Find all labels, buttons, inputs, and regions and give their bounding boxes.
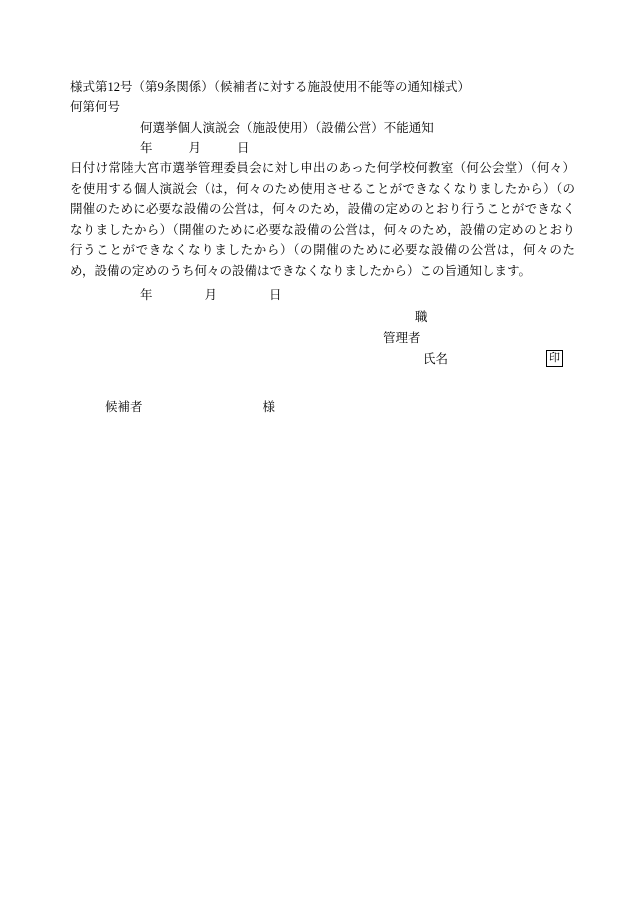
reference-date-year: 年	[140, 141, 153, 155]
signature-name-label: 氏名	[423, 352, 449, 366]
issue-date-row	[70, 286, 575, 305]
issue-date-month: 月	[204, 288, 218, 302]
reference-date-row	[70, 139, 575, 158]
reference-date-day: 日	[237, 141, 250, 155]
addressee-row	[70, 398, 575, 417]
reference-date-month: 月	[188, 141, 202, 155]
signature-position-label: 職	[415, 310, 428, 324]
issue-date-year: 年	[140, 288, 153, 302]
addressee-honorific: 様	[262, 400, 276, 414]
issue-date-day: 日	[269, 288, 282, 302]
notice-body-text: 日付け常陸大宮市選挙管理委員会に対し申出のあった何学校何教室（何公会堂）（何々）を使用する個人演説会（は，何々のため使用させることができなくなりましたから）（の開催のために必要な設備の公営は，何々のため，設備の定めのとおり行うことができなくなりましたから）（開催のために必要な設備の公営は，何々のため，設備の定めのとおり行うことができなくなりましたから）（の開催のために必要な設備の公営は，何々のため，設備の定めのうち何々の設備はできなくなりましたから）この旨通知します。	[70, 161, 575, 278]
addressee-label: 候補者	[105, 400, 143, 414]
signature-manager-label: 管理者	[383, 331, 421, 345]
signature-name-row	[70, 349, 575, 370]
document-number: 何第何号	[70, 100, 121, 114]
document-title: 何選挙個人演説会（施設使用）（設備公営）不能通知	[140, 121, 434, 135]
seal-icon: 印	[546, 350, 563, 367]
form-number: 様式第12号（第9条関係）（候補者に対する施設使用不能等の通知様式）	[70, 80, 471, 94]
signature-block	[70, 307, 575, 370]
